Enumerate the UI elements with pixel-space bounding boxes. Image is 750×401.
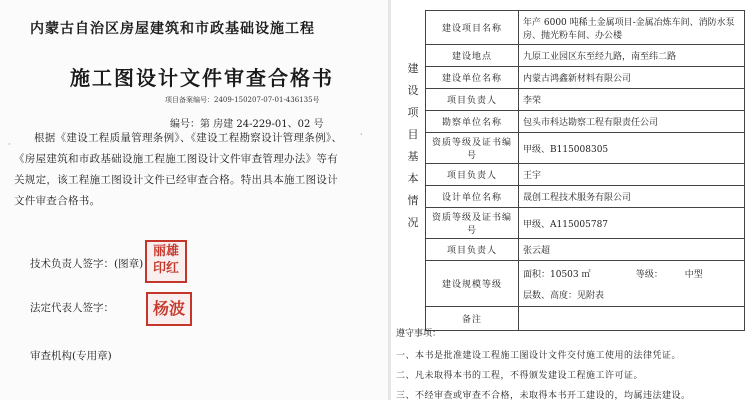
floors-text: 层数、高度：见附表 bbox=[523, 290, 605, 301]
row-value: 内蒙古鸿鑫新材料有限公司 bbox=[519, 67, 745, 89]
vertical-char: 基 bbox=[407, 150, 419, 163]
row-label: 建设单位名称 bbox=[426, 67, 519, 89]
vertical-char: 项 bbox=[407, 106, 419, 119]
seal-line: 印红 bbox=[152, 261, 179, 276]
table-row bbox=[426, 208, 745, 239]
row-label: 项目负责人 bbox=[426, 239, 519, 261]
row-value: 李荣 bbox=[519, 89, 745, 111]
remark-label: 备注 bbox=[426, 307, 519, 331]
notes-heading: 遵守事项： bbox=[396, 329, 442, 339]
row-label: 勘察单位名称 bbox=[426, 111, 519, 133]
certificate-header: 内蒙古自治区房屋建筑和市政基础设施工程 bbox=[30, 21, 315, 37]
record-number: 项目备案编号：2409-150207-07-01-436135号 bbox=[165, 96, 320, 104]
margin-mark: · bbox=[8, 140, 11, 149]
project-info-table bbox=[425, 10, 745, 331]
vertical-char: 建 bbox=[407, 62, 419, 75]
row-label: 建设地点 bbox=[426, 45, 519, 67]
table-row bbox=[426, 307, 745, 331]
row-label: 资质等级及证书编号 bbox=[426, 133, 519, 164]
area-grade-line bbox=[523, 267, 740, 280]
vertical-char: 设 bbox=[407, 84, 419, 97]
table-row bbox=[426, 133, 745, 164]
page-divider bbox=[388, 0, 391, 400]
row-label: 资质等级及证书编号 bbox=[426, 208, 519, 239]
table-row bbox=[426, 111, 745, 133]
table-row bbox=[426, 67, 745, 89]
area-text: 面积：10503 ㎡ bbox=[523, 269, 591, 280]
row-value: 包头市科达勘察工程有限责任公司 bbox=[519, 111, 745, 133]
note-item: 二、凡未取得本书的工程，不得颁发建设工程施工许可证。 bbox=[396, 371, 644, 381]
certificate-number: 编号：第 房建 24-229-01、02 号 bbox=[170, 119, 324, 130]
remark-value bbox=[519, 307, 745, 331]
row-value: 王宇 bbox=[519, 164, 745, 186]
row-value: 甲级、B115008305 bbox=[519, 133, 745, 164]
table-row bbox=[426, 261, 745, 307]
legal-rep-seal: 杨波 bbox=[146, 292, 192, 326]
vertical-char: 况 bbox=[407, 216, 419, 229]
tech-lead-seal bbox=[145, 240, 187, 283]
table-row bbox=[426, 11, 745, 45]
row-label: 建设项目名称 bbox=[426, 11, 519, 45]
note-item: 三、不经审查或审查不合格，未取得本书开工建设的，均属违法建设。 bbox=[396, 391, 691, 401]
row-label: 建设规模等级 bbox=[426, 261, 519, 307]
seal-line: 丽雄 bbox=[152, 244, 179, 259]
grade-label: 等级： bbox=[635, 269, 663, 280]
table-row bbox=[426, 239, 745, 261]
row-value: 年产 6000 吨稀土金属项目-金属冶炼车间、消防水泵房、抛光粉车间、办公楼 bbox=[519, 11, 745, 45]
table-row bbox=[426, 164, 745, 186]
certificate-title: 施工图设计文件审查合格书 bbox=[70, 66, 334, 90]
table-row bbox=[426, 186, 745, 208]
vertical-char: 本 bbox=[407, 172, 419, 185]
margin-mark: · bbox=[360, 130, 363, 139]
legal-rep-signature: 法定代表人签字： bbox=[30, 302, 114, 314]
row-value: 晟创工程技术服务有限公司 bbox=[519, 186, 745, 208]
table-row bbox=[426, 45, 745, 67]
row-value: 张云超 bbox=[519, 239, 745, 261]
certificate-body: 根据《建设工程质量管理条例》、《建设工程勘察设计管理条例》、《房屋建筑和市政基础设施工程施工图设计文件审查管理办法》等有关规定，该工程施工图设计文件已经审查合格。特出具本施工图设计文件审查合格书。 bbox=[14, 132, 343, 207]
vertical-char: 目 bbox=[407, 128, 419, 141]
row-value: 九原工业园区东至经九路，南至纬二路 bbox=[519, 45, 745, 67]
row-label: 项目负责人 bbox=[426, 164, 519, 186]
scale-value bbox=[519, 261, 745, 307]
note-item: 一、本书是批准建设工程施工图设计文件交付施工使用的法律凭证。 bbox=[396, 351, 682, 361]
row-label: 设计单位名称 bbox=[426, 186, 519, 208]
review-org-stamp: 审查机构(专用章) bbox=[30, 350, 112, 362]
tech-lead-signature: 技术负责人签字：(图章) bbox=[30, 258, 144, 270]
table-row bbox=[426, 89, 745, 111]
vertical-char: 情 bbox=[407, 194, 419, 207]
row-label: 项目负责人 bbox=[426, 89, 519, 111]
project-basic-info-label bbox=[404, 58, 422, 234]
grade-value: 中型 bbox=[684, 269, 703, 280]
row-value: 甲级、A115005787 bbox=[519, 208, 745, 239]
